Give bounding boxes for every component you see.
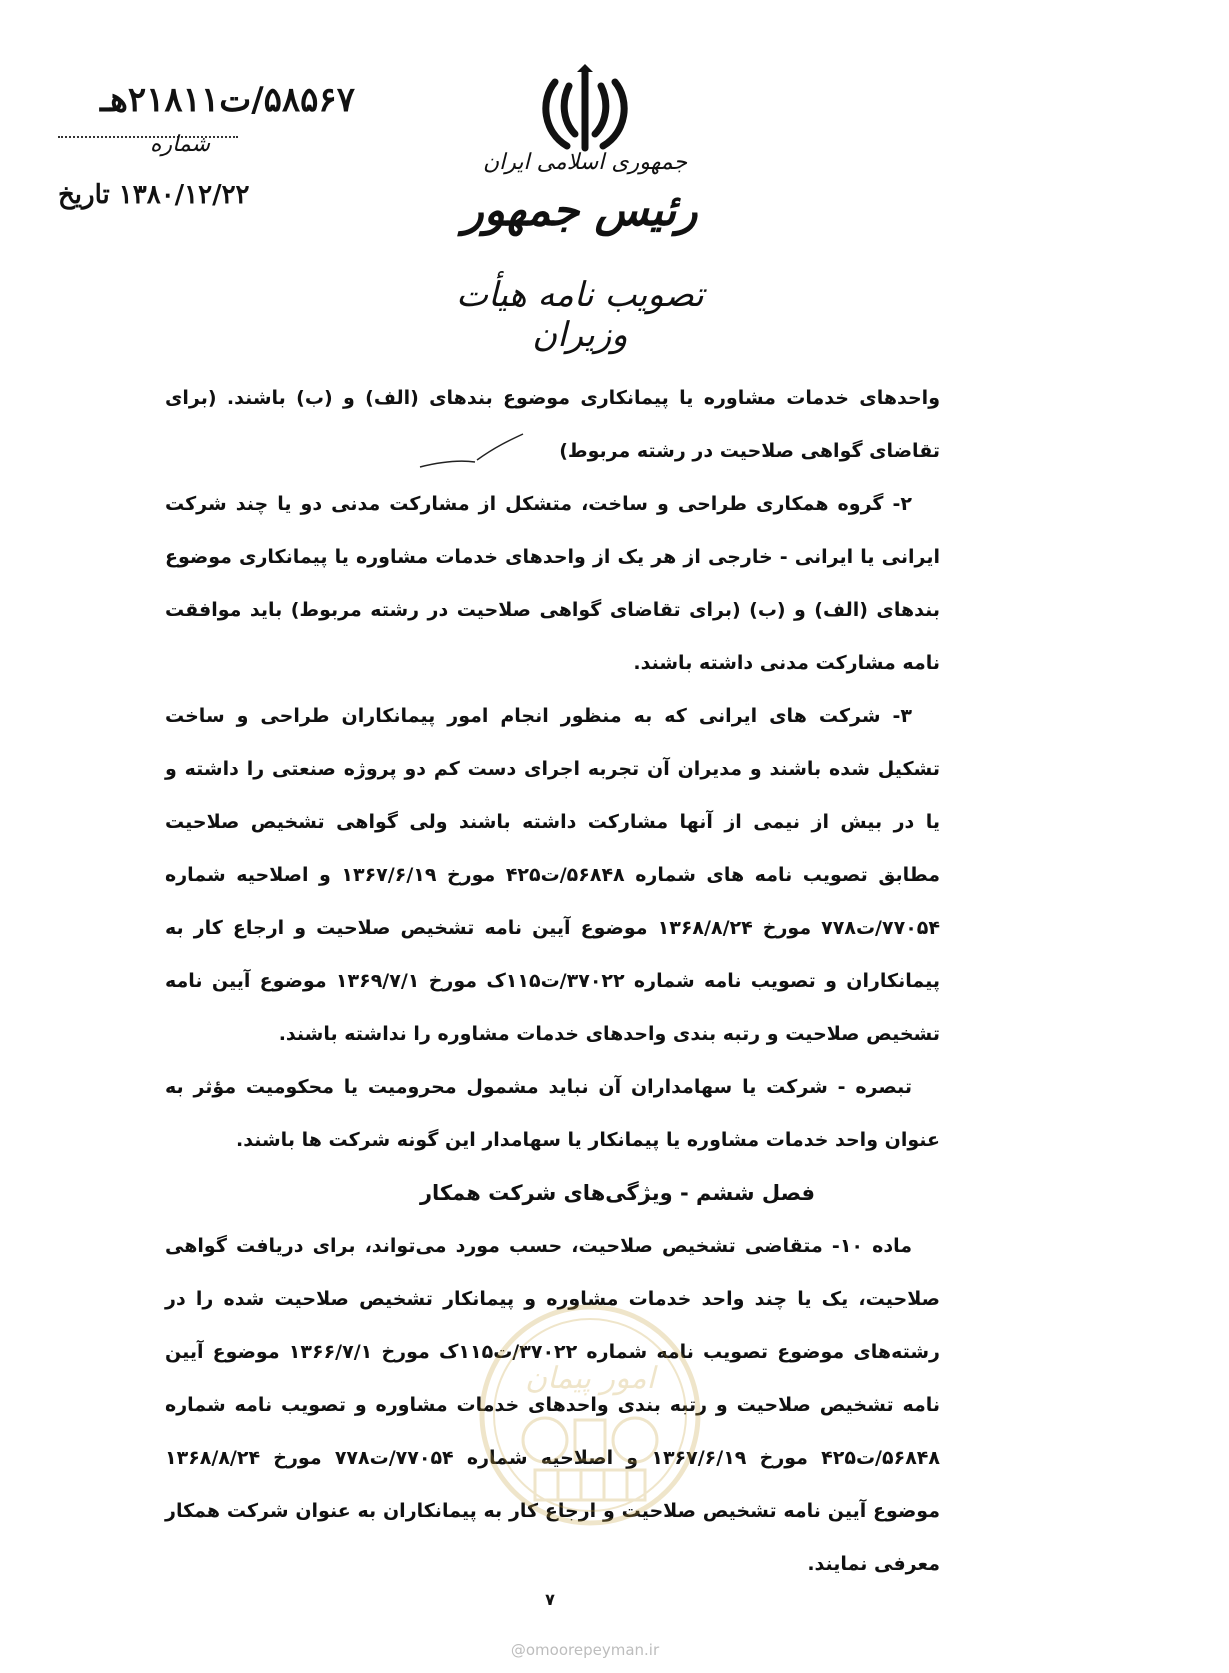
omoore-peyman-stamp-icon: [475, 1300, 705, 1530]
letter-date: ۱۳۸۰/۱۲/۲۲ تاریخ: [58, 180, 250, 210]
paragraph-2: ۲- گروه همکاری طراحی و ساخت، متشکل از مشارکت مدنی دو یا چند شرکت ایرانی یا ایرانی - خارجی از هر یک از واحدهای خدمات مشاوره یا پیمانکاری موضوع بندهای (الف) و (ب) (برای تقاضای گواهی صلاحیت در رشته مربوط) باید موافقت نامه مشارکت مدنی داشته باشند.: [165, 493, 940, 674]
president-title: رئیس جمهور: [462, 185, 698, 236]
republic-title: جمهوری اسلامی ایران: [482, 150, 688, 175]
page-number: ۷: [545, 1590, 555, 1609]
svg-text:امور پیمان: امور پیمان: [525, 1361, 655, 1396]
dotted-line: [58, 136, 238, 138]
number-label: شماره: [150, 132, 211, 157]
paragraph-4: تبصره - شرکت یا سهامداران آن نباید مشمول محرومیت یا محکومیت مؤثر به عنوان واحد خدمات مشاوره یا پیمانکار یا سهامدار این گونه شرکت ها باشند.: [165, 1076, 940, 1151]
paragraph-1: واحدهای خدمات مشاوره یا پیمانکاری موضوع بندهای (الف) و (ب) باشند. (برای تقاضای گواهی صلاحیت در رشته مربوط): [165, 387, 940, 462]
section-heading: فصل ششم - ویژگی‌های شرکت همکار: [419, 1181, 816, 1205]
iran-emblem-icon: [535, 60, 635, 160]
paragraph-5: ماده ۱۰- متقاضی تشخیص صلاحیت، حسب مورد می‌تواند، برای دریافت گواهی صلاحیت، یک یا چند واحد خدمات مشاوره و پیمانکار تشخیص صلاحیت شده را در رشته‌های موضوع تصویب نامه شماره ۳۷۰۲۲/ت۱۱۵ک مورخ ۱۳۶۶/۷/۱ موضوع آیین نامه تشخیص صلاحیت و رتبه بندی واحدهای خدمات مشاوره و تصویب نامه شماره ۵۶۸۴۸/ت۴۲۵ مورخ ۱۳۶۷/۶/۱۹ و اصلاحیه شماره ۷۷۰۵۴/ت۷۷۸ مورخ ۱۳۶۸/۸/۲۴ موضوع آیین نامه تشخیص صلاحیت و ارجاع کار به پیمانکاران به عنوان شرکت همکار معرفی نمایند.: [165, 1235, 940, 1575]
site-watermark: @omoorepeyman.ir: [510, 1641, 660, 1659]
letter-number: ۵۸۵۶۷/ت۲۱۸۱۱هـ: [100, 80, 355, 120]
paragraph-3: ۳- شرکت های ایرانی که به منظور انجام امور پیمانکاران طراحی و ساخت تشکیل شده باشند و مدیران آن تجربه اجرای دست کم دو پروژه صنعتی را داشته و یا در بیش از نیمی از آنها مشارکت داشته باشند ولی گواهی تشخیص صلاحیت مطابق تصویب نامه های شماره ۵۶۸۴۸/ت۴۲۵ مورخ ۱۳۶۷/۶/۱۹ و اصلاحیه شماره ۷۷۰۵۴/ت۷۷۸ مورخ ۱۳۶۸/۸/۲۴ موضوع آیین نامه تشخیص صلاحیت و ارجاع کار به پیمانکاران و تصویب نامه شماره ۳۷۰۲۲/ت۱۱۵ک مورخ ۱۳۶۹/۷/۱ موضوع آیین نامه تشخیص صلاحیت و رتبه بندی واحدهای خدمات مشاوره را نداشته باشند.: [165, 705, 940, 1045]
cabinet-title: تصویب نامه هیأت وزیران: [456, 275, 704, 355]
